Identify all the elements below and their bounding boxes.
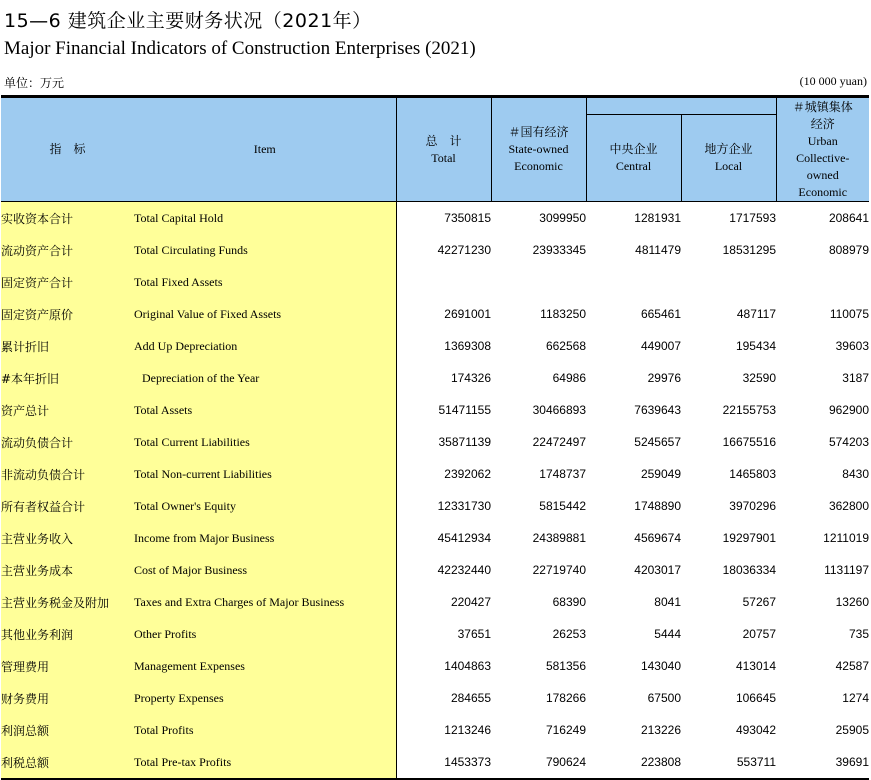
cell-urban-collective: 735 [848,627,869,641]
cell-local: 32590 [742,371,776,385]
cell-total: 45412934 [396,522,491,554]
row-label-en: Cost of Major Business [134,554,396,586]
row-label-en: Total Owner's Equity [134,490,396,522]
row-label-en: Total Current Liabilities [134,426,396,458]
cell-urban-collective: 1274 [842,691,869,705]
cell-urban-collective: 962900 [828,403,869,417]
cell-local: 487117 [736,307,776,321]
row-label-en: Management Expenses [134,650,396,682]
financial-table [1,95,869,780]
table-row [1,586,869,618]
cell-state-owned: 30466893 [532,403,586,417]
cell-central [586,266,681,298]
cell-total: 220427 [396,586,491,618]
table-row [1,234,869,266]
cell-state-owned: 581356 [545,659,586,673]
cell-local: 1717593 [729,211,776,225]
cell-local: 22155753 [722,403,776,417]
table-row [1,618,869,650]
cell-total: 7350815 [396,202,491,235]
cell-total [396,266,491,298]
table-row [1,490,869,522]
cell-local: 18531295 [722,243,776,257]
cell-central: 143040 [640,659,681,673]
row-label-en: Total Assets [134,394,396,426]
table-row [1,650,869,682]
table-row [1,426,869,458]
cell-state-owned: 64986 [552,371,586,385]
cell-local: 18036334 [722,563,776,577]
cell-local: 57267 [742,595,776,609]
row-label-en: Original Value of Fixed Assets [134,298,396,330]
cell-total: 42271230 [396,234,491,266]
row-label-cn: 非流动负债合计 [1,458,134,490]
cell-state-owned: 68390 [552,595,586,609]
row-label-en: Property Expenses [134,682,396,714]
cell-total: 174326 [396,362,491,394]
row-label-en: Depreciation of the Year [134,362,396,394]
cell-state-owned [491,266,586,298]
cell-central: 213226 [640,723,681,737]
table-row [1,522,869,554]
cell-total: 1213246 [396,714,491,746]
row-label-cn: 主营业务税金及附加 [1,586,134,618]
cell-local: 553711 [681,746,776,779]
unit-label-cn: 单位：万元 [4,76,65,90]
cell-total: 42232440 [396,554,491,586]
row-label-cn: 管理费用 [1,650,134,682]
cell-local: 19297901 [722,531,776,545]
header-state-owned: ＃国有经济 State-owned Economic [491,97,586,202]
cell-central: 5245657 [634,435,681,449]
table-row [1,554,869,586]
table-row [1,458,869,490]
cell-central: 1748890 [634,499,681,513]
cell-state-owned: 1183250 [540,307,586,321]
row-label-en: Taxes and Extra Charges of Major Business [134,586,396,618]
header-state-subgroup [586,97,776,115]
row-label-cn: 主营业务成本 [1,554,134,586]
cell-central: 5444 [654,627,681,641]
row-label-cn: 其他业务利润 [1,618,134,650]
cell-state-owned: 178266 [545,691,586,705]
cell-state-owned: 5815442 [539,499,586,513]
row-label-cn: 固定资产原价 [1,298,134,330]
cell-urban-collective: 110075 [829,307,869,321]
cell-total: 35871139 [396,426,491,458]
cell-central: 7639643 [634,403,681,417]
header-urban-collective: ＃城镇集体 经济 Urban Collective- owned Economic [776,97,869,202]
row-label-en: Total Circulating Funds [134,234,396,266]
cell-central: 8041 [654,595,681,609]
cell-total: 51471155 [396,394,491,426]
table-row [1,330,869,362]
cell-urban-collective: 1211019 [823,531,869,545]
cell-total: 1453373 [396,746,491,779]
cell-total: 12331730 [396,490,491,522]
cell-state-owned: 1748737 [539,467,586,481]
row-label-cn: 利税总额 [1,746,134,779]
page-title-en: Major Financial Indicators of Construction Enterprises (2021) [4,38,476,59]
cell-urban-collective: 362800 [828,499,869,513]
cell-urban-collective: 208641 [828,211,869,225]
row-label-cn: 所有者权益合计 [1,490,134,522]
cell-local: 16675516 [722,435,776,449]
row-label-en: Income from Major Business [134,522,396,554]
cell-urban-collective: 13260 [835,595,869,609]
cell-total: 1369308 [396,330,491,362]
cell-central: 4203017 [634,563,681,577]
cell-urban-collective [776,266,869,298]
cell-state-owned: 3099950 [539,211,586,225]
header-local: 地方企业 Local [681,115,776,202]
row-label-cn: 资产总计 [1,394,134,426]
table-row [1,714,869,746]
cell-central: 665461 [640,307,681,321]
cell-total: 1404863 [396,650,491,682]
table-row [1,362,869,394]
cell-local: 1465803 [729,467,776,481]
header-central: 中央企业 Central [586,115,681,202]
cell-urban-collective: 3187 [842,371,869,385]
row-label-en: Other Profits [134,618,396,650]
cell-state-owned: 790624 [491,746,586,779]
cell-state-owned: 26253 [552,627,586,641]
row-label-en: Add Up Depreciation [134,330,396,362]
cell-central: 223808 [586,746,681,779]
cell-central: 1281931 [634,211,681,225]
row-label-cn: 实收资本合计 [1,202,134,235]
cell-state-owned: 22719740 [532,563,586,577]
table-row [1,202,869,235]
table-body [1,202,869,780]
unit-label-en: (10 000 yuan) [799,74,867,88]
cell-total: 284655 [396,682,491,714]
cell-local: 195434 [735,339,776,353]
row-label-en: Total Profits [134,714,396,746]
cell-urban-collective: 574203 [828,435,869,449]
cell-local: 106645 [735,691,776,705]
row-label-en: Total Capital Hold [134,202,396,235]
table-row [1,266,869,298]
cell-total: 37651 [396,618,491,650]
cell-central: 449007 [640,339,681,353]
table-row [1,682,869,714]
table-row [1,298,869,330]
cell-state-owned: 24389881 [532,531,586,545]
cell-state-owned: 22472497 [532,435,586,449]
cell-local: 413014 [735,659,776,673]
cell-state-owned: 716249 [545,723,586,737]
cell-local [681,266,776,298]
page-title-cn: 15—6 建筑企业主要财务状况（2021年） [4,10,372,32]
cell-central: 4569674 [634,531,681,545]
cell-central: 259049 [640,467,681,481]
cell-urban-collective: 39691 [776,746,869,779]
cell-urban-collective: 1131197 [824,563,869,577]
cell-local: 20757 [742,627,776,641]
cell-urban-collective: 25905 [835,723,869,737]
table-row [1,394,869,426]
cell-central: 29976 [647,371,681,385]
cell-urban-collective: 8430 [842,467,869,481]
row-label-cn: 利润总额 [1,714,134,746]
cell-total: 2691001 [396,298,491,330]
header-item-en: Item [134,97,396,202]
row-label-en: Total Pre-tax Profits [134,746,396,779]
row-label-en: Total Fixed Assets [134,266,396,298]
cell-local: 493042 [735,723,776,737]
cell-central: 4811479 [635,243,681,257]
cell-central: 67500 [647,691,681,705]
header-total: 总 计 Total [396,97,491,202]
cell-state-owned: 23933345 [532,243,586,257]
cell-urban-collective: 39603 [835,339,869,353]
cell-total: 2392062 [396,458,491,490]
row-label-cn: 主营业务收入 [1,522,134,554]
row-label-en: Total Non-current Liabilities [134,458,396,490]
cell-state-owned: 662568 [545,339,586,353]
row-label-cn: 流动负债合计 [1,426,134,458]
header-indicator-cn: 指 标 [1,97,134,202]
cell-urban-collective: 808979 [828,243,869,257]
row-label-cn: 流动资产合计 [1,234,134,266]
cell-urban-collective: 42587 [835,659,869,673]
table-row [1,746,869,779]
cell-local: 3970296 [729,499,776,513]
row-label-cn: 财务费用 [1,682,134,714]
row-label-cn: 固定资产合计 [1,266,134,298]
row-label-cn: #本年折旧 [1,362,134,394]
row-label-cn: 累计折旧 [1,330,134,362]
